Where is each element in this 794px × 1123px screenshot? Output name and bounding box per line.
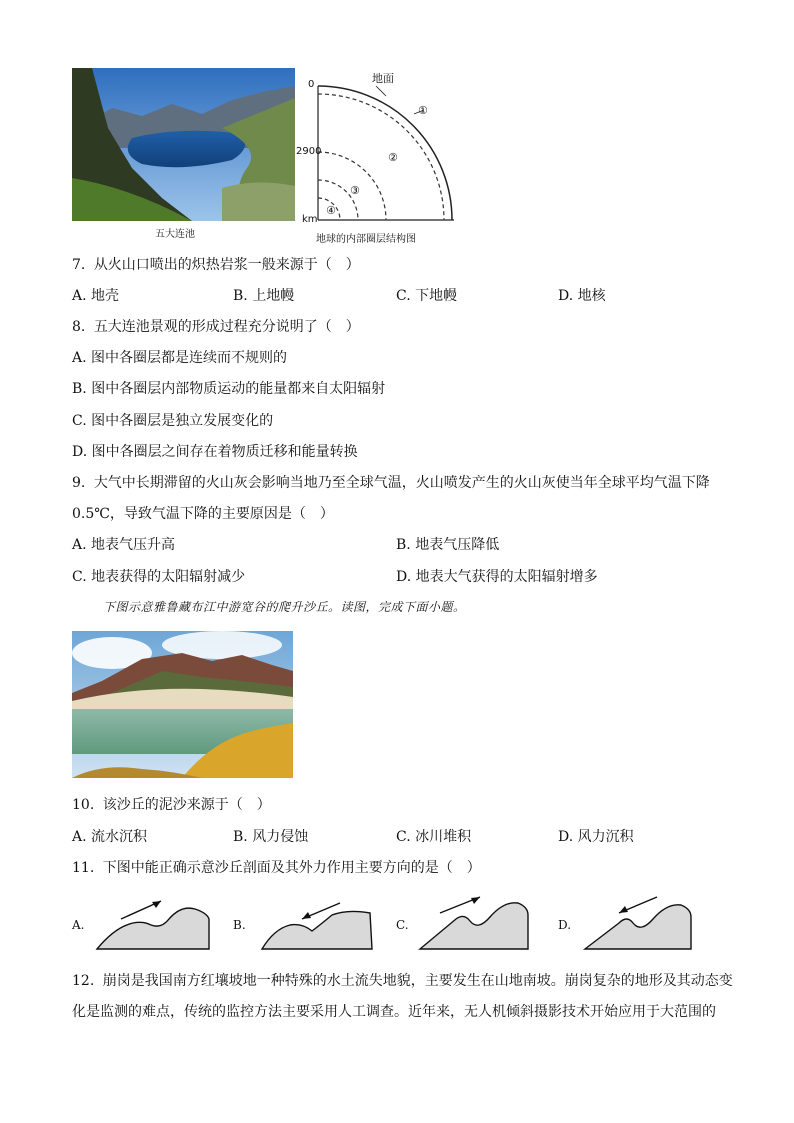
question-12 — [72, 971, 733, 991]
lake-caption: 五大连池 — [155, 229, 195, 240]
q7-option-b[interactable]: B. 上地幔 — [233, 288, 295, 304]
q11-option-b-label[interactable]: B. — [233, 918, 246, 932]
q9-option-d[interactable]: D. 地表大气获得的太阳辐射增多 — [396, 569, 598, 585]
question-9 — [72, 473, 710, 493]
label-km: km — [302, 214, 318, 225]
question-8 — [72, 317, 360, 337]
question-number: 12. — [72, 973, 95, 989]
question-12-line-2: 化是监测的难点，传统的监控方法主要采用人工调查。近年来，无人机倾斜摄影技术开始应用于大范围的 — [72, 1004, 716, 1020]
q11-option-a-diagram[interactable] — [95, 895, 213, 955]
q11-option-a-label[interactable]: A. — [72, 918, 85, 932]
question-number: 8. — [72, 319, 86, 335]
question-text: 下图中能正确示意沙丘剖面及其外力作用主要方向的是（ ） — [102, 860, 481, 876]
question-text-line-1: 大气中长期滞留的火山灰会影响当地乃至全球气温，火山喷发产生的火山灰使当年全球平均气温下降 — [93, 475, 710, 491]
q7-option-d[interactable]: D. 地核 — [558, 288, 606, 304]
layer-2-label: ② — [388, 151, 398, 164]
q8-option-b[interactable]: B. 图中各圈层内部物质运动的能量都来自太阳辐射 — [72, 381, 386, 397]
question-number: 10. — [72, 797, 95, 813]
layer-4-label: ④ — [326, 204, 336, 217]
label-surface: 地面 — [372, 72, 394, 85]
section-intro: 下图示意雅鲁藏布江中游宽谷的爬升沙丘。读图，完成下面小题。 — [103, 600, 466, 614]
q7-option-a[interactable]: A. 地壳 — [72, 288, 120, 304]
label-zero: 0 — [308, 79, 315, 90]
earth-diagram-caption: 地球的内部圈层结构图 — [316, 234, 416, 245]
q11-option-c-diagram[interactable] — [418, 893, 532, 955]
q7-option-c[interactable]: C. 下地幔 — [396, 288, 458, 304]
question-text: 从火山口喷出的炽热岩浆一般来源于（ ） — [93, 257, 360, 273]
question-text: 五大连池景观的形成过程充分说明了（ ） — [93, 319, 360, 335]
q8-option-d[interactable]: D. 图中各圈层之间存在着物质迁移和能量转换 — [72, 444, 358, 460]
lake-photo — [72, 68, 295, 221]
layer-3-label: ③ — [350, 184, 360, 197]
q11-option-c-label[interactable]: C. — [396, 918, 409, 932]
q9-option-c[interactable]: C. 地表获得的太阳辐射减少 — [72, 569, 246, 585]
question-text-line-1: 崩岗是我国南方红壤坡地一种特殊的水土流失地貌，主要发生在山地南坡。崩岗复杂的地形及其动态变 — [102, 973, 733, 989]
dune-photo — [72, 631, 293, 778]
question-text: 该沙丘的泥沙来源于（ ） — [102, 797, 271, 813]
q10-option-d[interactable]: D. 风力沉积 — [558, 829, 634, 845]
q9-option-b[interactable]: B. 地表气压降低 — [396, 537, 500, 553]
label-depth: 2900 — [296, 146, 322, 157]
q8-option-c[interactable]: C. 图中各圈层是独立发展变化的 — [72, 413, 274, 429]
q11-option-d-diagram[interactable] — [583, 893, 695, 955]
q8-option-a[interactable]: A. 图中各圈层都是连续而不规则的 — [72, 350, 288, 366]
question-11 — [72, 858, 481, 878]
question-number: 9. — [72, 475, 86, 491]
q9-option-a[interactable]: A. 地表气压升高 — [72, 537, 176, 553]
q10-option-b[interactable]: B. 风力侵蚀 — [233, 829, 309, 845]
question-number: 11. — [72, 860, 95, 876]
q11-option-b-diagram[interactable] — [260, 895, 376, 955]
q11-option-d-label[interactable]: D. — [558, 918, 572, 932]
question-7 — [72, 255, 360, 275]
q10-option-c[interactable]: C. 冰川堆积 — [396, 829, 472, 845]
question-9-line-2: 0.5℃，导致气温下降的主要原因是（ ） — [72, 506, 334, 522]
earth-interior-diagram — [296, 68, 466, 228]
question-10 — [72, 795, 271, 815]
q10-option-a[interactable]: A. 流水沉积 — [72, 829, 148, 845]
question-number: 7. — [72, 257, 86, 273]
layer-1-label: ① — [418, 104, 428, 117]
